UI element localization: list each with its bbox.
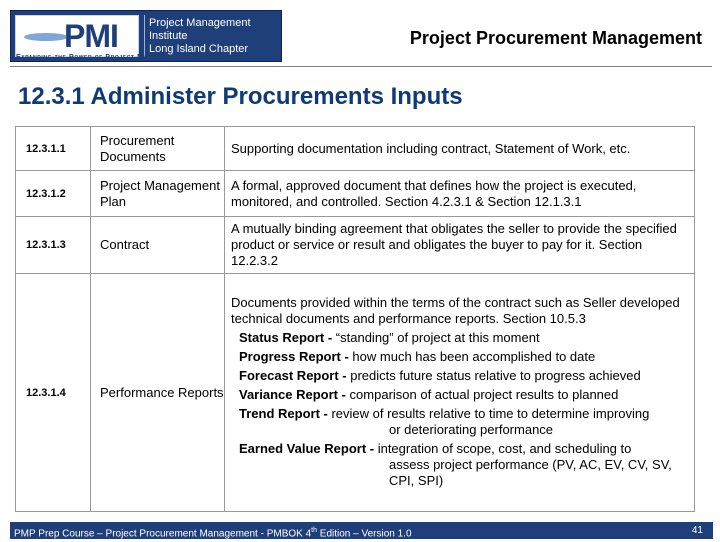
report-definition-continued: assess project performance (PV, AC, EV, CV, SV, CPI, SPI): [389, 456, 672, 488]
row-description: A mutually binding agreement that obligates the seller to provide the specified product or service or result and obligates the buyer to pay for it. Section 12.2.3.2: [225, 217, 695, 274]
report-term: Progress Report -: [239, 348, 353, 364]
report-types-list: [239, 330, 688, 489]
row-number: 12.3.1.4: [16, 274, 91, 512]
table-row: [16, 127, 695, 171]
row-name: Contract: [91, 217, 225, 274]
row-name: Procurement Documents: [91, 127, 225, 171]
page-number: 41: [691, 525, 703, 536]
long-island-shape-icon: [24, 33, 68, 41]
report-term: Earned Value Report -: [239, 440, 378, 456]
row-number: 12.3.1.2: [16, 171, 91, 217]
header-title: Project Procurement Management: [409, 28, 702, 48]
list-item: [239, 387, 688, 403]
report-definition: “standing” of project at this moment: [335, 329, 540, 345]
report-definition: review of results relative to time to determine improving: [331, 405, 650, 421]
list-item: [239, 441, 688, 489]
table-row: [16, 171, 695, 217]
page-title: 12.3.1 Administer Procurements Inputs: [18, 83, 463, 110]
logo-letters: PMI: [64, 18, 118, 54]
report-definition: integration of scope, cost, and scheduling to: [377, 440, 632, 456]
row-number: 12.3.1.1: [16, 127, 91, 171]
logo-org-line1: Project Management Institute: [149, 17, 251, 42]
footer-text: [14, 522, 412, 542]
row-description: Documents provided within the terms of the contract such as Seller developed technical documents and performance reports. Section 10.5.3: [231, 294, 680, 326]
report-definition-continued: or deteriorating performance: [389, 421, 554, 437]
logo-org-line2: Long Island Chapter: [149, 43, 249, 55]
list-item: [239, 406, 688, 438]
row-description: A formal, approved document that defines how the project is executed, monitored, and controlled. Section 4.2.3.1 & Section 12.1.3.1: [225, 171, 695, 217]
report-definition: comparison of actual project results to planned: [349, 386, 619, 402]
list-item: [239, 368, 688, 384]
report-term: Status Report -: [239, 329, 336, 345]
row-name: Performance Reports: [91, 274, 225, 512]
report-term: Forecast Report -: [239, 367, 351, 383]
row-number: 12.3.1.3: [16, 217, 91, 274]
pmi-logo-mark: [15, 15, 139, 57]
table-row: [16, 274, 695, 512]
logo-tagline: Expanding the Power of Project Management on Long Island: [16, 54, 239, 61]
report-term: Variance Report -: [239, 386, 350, 402]
report-term: Trend Report -: [239, 405, 332, 421]
row-name: Project Management Plan: [91, 171, 225, 217]
report-definition: how much has been accomplished to date: [352, 348, 596, 364]
inputs-table: [15, 126, 695, 512]
footer-text-a: PMP Prep Course – Project Procurement Management - PMBOK 4: [14, 528, 312, 540]
footer-text-b: Edition – Version 1.0: [317, 528, 412, 540]
row-description-cell: [225, 274, 695, 512]
list-item: [239, 330, 688, 346]
logo-divider: [144, 15, 145, 57]
footer-bar: [10, 522, 713, 539]
list-item: [239, 349, 688, 365]
report-definition: predicts future status relative to progress achieved: [350, 367, 641, 383]
row-description: Supporting documentation including contract, Statement of Work, etc.: [225, 127, 695, 171]
table-row: [16, 217, 695, 274]
logo-org-name: [149, 17, 281, 56]
header-divider: [10, 66, 712, 67]
footer-superscript: th: [311, 527, 318, 534]
